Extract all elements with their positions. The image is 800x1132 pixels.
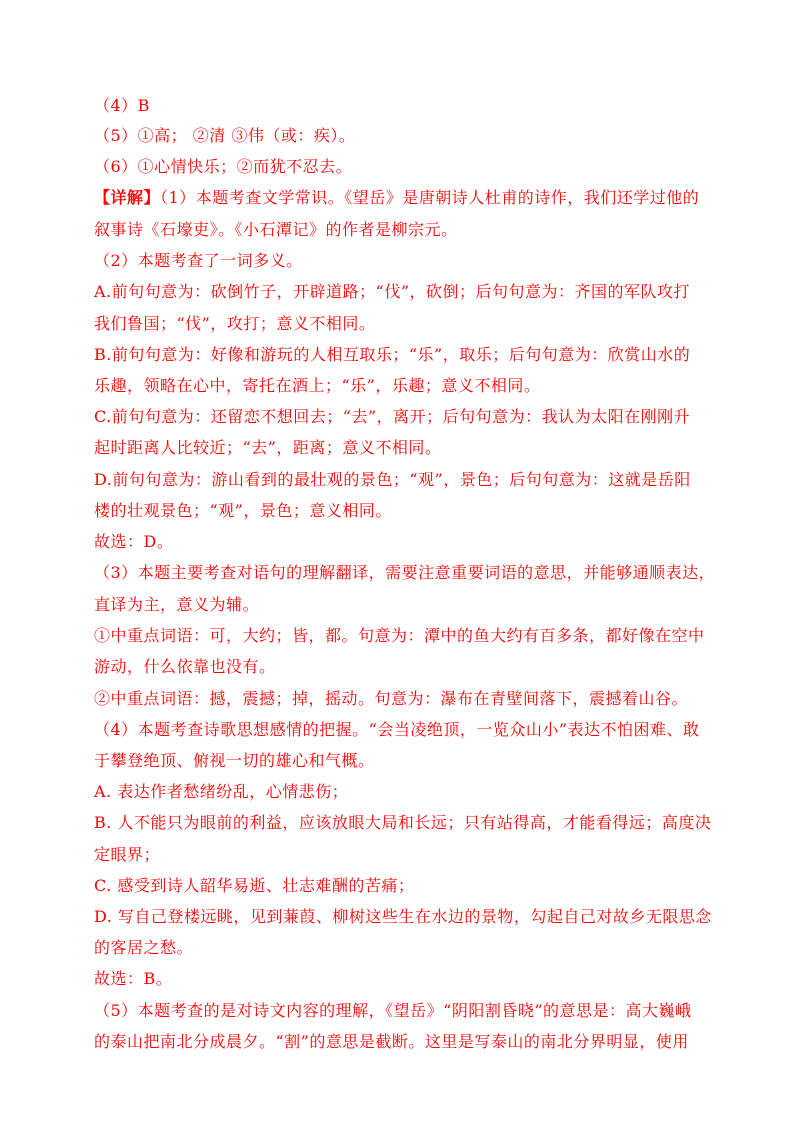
- analysis-q2-intro: （2）本题考查了一词多义。: [94, 251, 303, 270]
- analysis-q4-option-d-line-2: 的客居之愁。: [94, 938, 194, 957]
- analysis-q4-line-2: 于攀登绝顶、俯视一切的雄心和气概。: [94, 751, 375, 770]
- analysis-q4-line-1: （4）本题考查诗歌思想感情的把握。“会当凌绝顶，一览众山小”表达不怕困难、敢: [94, 720, 700, 739]
- analysis-q2-d-line-1: D.前句句意为：游山看到的最壮观的景色；“观”，景色；后句句意为：这就是岳阳: [94, 470, 691, 489]
- analysis-q4-choice: 故选：B。: [94, 969, 173, 988]
- analysis-q4-option-b-line-1: B. 人不能只为眼前的利益，应该放眼大局和长远；只有站得高，才能看得远；高度决: [94, 813, 712, 832]
- analysis-q1-text: （1）本题考查文学常识。《望岳》是唐朝诗人杜甫的诗作，我们还学过他的: [160, 188, 700, 207]
- analysis-q3-1-line-2: 游动，什么依靠也没有。: [94, 657, 276, 676]
- analysis-q4-option-c: C. 感受到诗人韶华易逝、壮志难酬的苦痛；: [94, 876, 415, 895]
- analysis-q3-line-1: （3）本题主要考查对语句的理解翻译，需要注意重要词语的意思，并能够通顺表达，: [94, 563, 716, 582]
- analysis-q2-d-line-2: 楼的壮观景色；“观”，景色；意义相同。: [94, 501, 392, 520]
- answer-4: （4）B: [94, 96, 150, 115]
- analysis-q2-b-line-2: 乐趣，领略在心中，寄托在酒上；“乐”，乐趣；意义不相同。: [94, 376, 541, 395]
- analysis-q3-1-line-1: ①中重点词语：可，大约；皆，都。句意为：潭中的鱼大约有百多条，都好像在空中: [94, 626, 705, 645]
- analysis-q4-option-a: A. 表达作者愁绪纷乱，心情悲伤；: [94, 782, 349, 801]
- analysis-q2-a-line-1: A.前句句意为：砍倒竹子，开辟道路；“伐”，砍倒；后句句意为：齐国的军队攻打: [94, 282, 691, 301]
- analysis-q1-line-1: [94, 188, 714, 208]
- analysis-q4-option-d-line-1: D. 写自己登楼远眺，见到蒹葭、柳树这些生在水边的景物，勾起自己对故乡无限思念: [94, 907, 712, 926]
- analysis-tag: 【详解】: [94, 188, 161, 207]
- analysis-q5-line-2: 的泰山把南北分成晨夕。“割”的意思是截断。这里是写泰山的南北分界明显，使用: [94, 1032, 689, 1051]
- analysis-q5-line-1: （5）本题考查的是对诗文内容的理解，《望岳》“阴阳割昏晓”的意思是：高大巍峨: [94, 1001, 692, 1020]
- analysis-q2-b-line-1: B.前句句意为：好像和游玩的人相互取乐；“乐”，取乐；后句句意为：欣赏山水的: [94, 345, 691, 364]
- analysis-q3-2-line-1: ②中重点词语：撼，震撼；掉，摇动。句意为：瀑布在青壁间落下，震撼着山谷。: [94, 689, 689, 708]
- answer-6: （6）①心情快乐；②而犹不忍去。: [94, 157, 353, 176]
- analysis-q3-line-2: 直译为主，意义为辅。: [94, 595, 260, 614]
- analysis-q2-a-line-2: 我们鲁国；“伐”，攻打；意义不相同。: [94, 314, 376, 333]
- analysis-q1-line-2: 叙事诗《石壕吏》。《小石潭记》的作者是柳宗元。: [94, 220, 458, 239]
- analysis-q2-c-line-1: C.前句句意为：还留恋不想回去；“去”，离开；后句句意为：我认为太阳在刚刚升: [94, 407, 691, 426]
- answer-5: （5）①高； ②清 ③伟（或：疾）。: [94, 126, 356, 145]
- analysis-q2-c-line-2: 起时距离人比较近；“去”，距离；意义不相同。: [94, 438, 442, 457]
- analysis-q4-option-b-line-2: 定眼界；: [94, 845, 161, 864]
- analysis-q2-choice: 故选：D。: [94, 532, 174, 551]
